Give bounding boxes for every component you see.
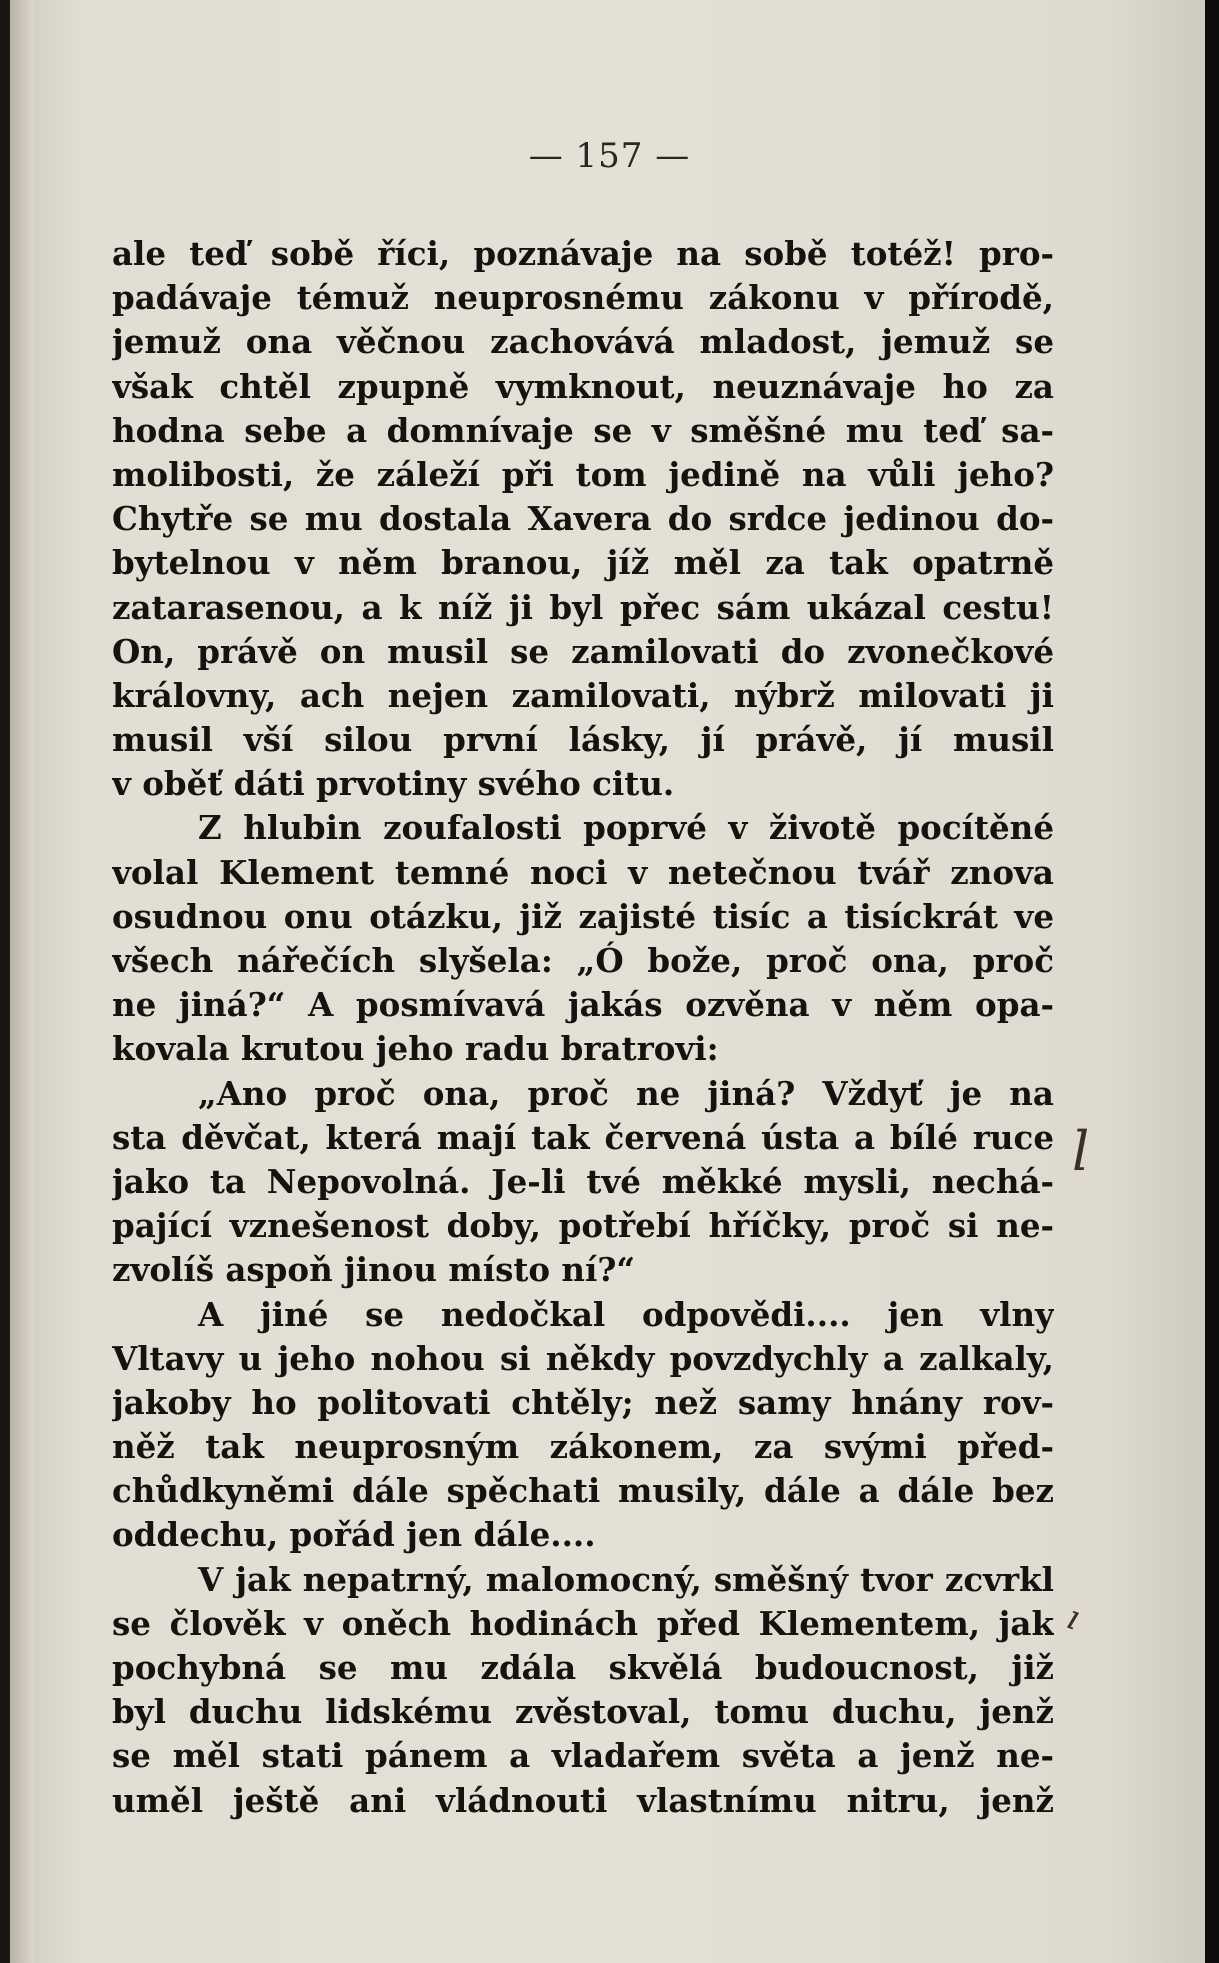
text-line: V jak nepatrný, malomocný, směšný tvor zcvrkl — [198, 1559, 1054, 1599]
text-line: padávaje témuž neuprosnému zákonu v přírodě, — [112, 278, 1054, 318]
margin-annotation-letter: l — [1072, 1120, 1090, 1183]
text-line: oddechu, pořád jen dále.... — [112, 1515, 596, 1555]
text-line: volal Klement temné noci v netečnou tvář znova — [112, 852, 1054, 892]
text-line: se člověk v oněch hodinách před Klementem, jak — [112, 1603, 1054, 1643]
text-line: něž tak neuprosným zákonem, za svými před- — [112, 1427, 1054, 1467]
page-binding-shadow — [10, 0, 34, 1963]
text-line: byl duchu lidskému zvěstoval, tomu duchu, jenž — [112, 1692, 1054, 1732]
text-line: Vltavy u jeho nohou si někdy povzdychly a zalkaly, — [112, 1338, 1054, 1378]
text-line: se měl stati pánem a vladařem světa a jenž ne- — [112, 1736, 1054, 1776]
text-line: jakoby ho politovati chtěly; než samy hnány rov- — [112, 1382, 1054, 1422]
text-line: všech nářečích slyšela: „Ó bože, proč ona, proč — [112, 941, 1054, 980]
text-line: uměl ještě ani vládnouti vlastnímu nitru, jenž — [112, 1780, 1054, 1820]
text-line: bytelnou v něm branou, jíž měl za tak opatrně — [112, 543, 1054, 583]
text-line: hodna sebe a domnívaje se v směšné mu teď sa- — [112, 410, 1054, 450]
text-line: osudnou onu otázku, již zajisté tisíc a tisíckrát ve — [112, 896, 1054, 936]
text-line: v oběť dáti prvotiny svého citu. — [112, 764, 675, 804]
text-line: A jiné se nedočkal odpovědi.... jen vlny — [198, 1294, 1054, 1334]
page-edge — [1205, 0, 1219, 1963]
text-line: „Ano proč ona, proč ne jiná? Vždyť je na — [198, 1073, 1054, 1113]
text-line: chůdkyněmi dále spěchati musily, dále a dále bez — [112, 1471, 1054, 1511]
text-line: Z hlubin zoufalosti poprvé v životě pocítěné — [198, 808, 1054, 848]
text-line: pající vznešenost doby, potřebí hříčky, proč si ne- — [112, 1206, 1054, 1246]
margin-annotation-mark: ı — [1061, 1597, 1086, 1639]
body-text — [112, 232, 1054, 1823]
text-line: Chytře se mu dostala Xavera do srdce jedinou do- — [112, 499, 1054, 539]
text-line: ale teď sobě říci, poznávaje na sobě totéž! pro- — [112, 234, 1054, 273]
text-line: musil vší silou první lásky, jí právě, jí musil — [112, 720, 1054, 760]
text-line: jemuž ona věčnou zachovává mladost, jemuž se — [112, 322, 1054, 362]
text-line: však chtěl zpupně vymknout, neuznávaje ho za — [112, 366, 1054, 406]
text-line: molibosti, že záleží při tom jedině na vůli jeho? — [112, 454, 1054, 494]
text-line: ne jiná?“ A posmívavá jakás ozvěna v něm opa- — [112, 985, 1054, 1025]
text-line: královny, ach nejen zamilovati, nýbrž milovati ji — [112, 675, 1054, 715]
page-number: — 157 — — [528, 136, 691, 176]
text-line: zvolíš aspoň jinou místo ní?“ — [112, 1250, 636, 1290]
text-line: sta děvčat, která mají tak červená ústa a bílé ruce — [112, 1117, 1054, 1157]
text-line: kovala krutou jeho radu bratrovi: — [112, 1029, 719, 1069]
text-line: On, právě on musil se zamilovati do zvonečkové — [112, 631, 1054, 671]
text-line: jako ta Nepovolná. Je-li tvé měkké mysli, nechá- — [112, 1161, 1054, 1201]
text-line: zatarasenou, a k níž ji byl přec sám ukázal cestu! — [112, 587, 1054, 627]
text-line: pochybná se mu zdála skvělá budoucnost, již — [112, 1648, 1054, 1687]
